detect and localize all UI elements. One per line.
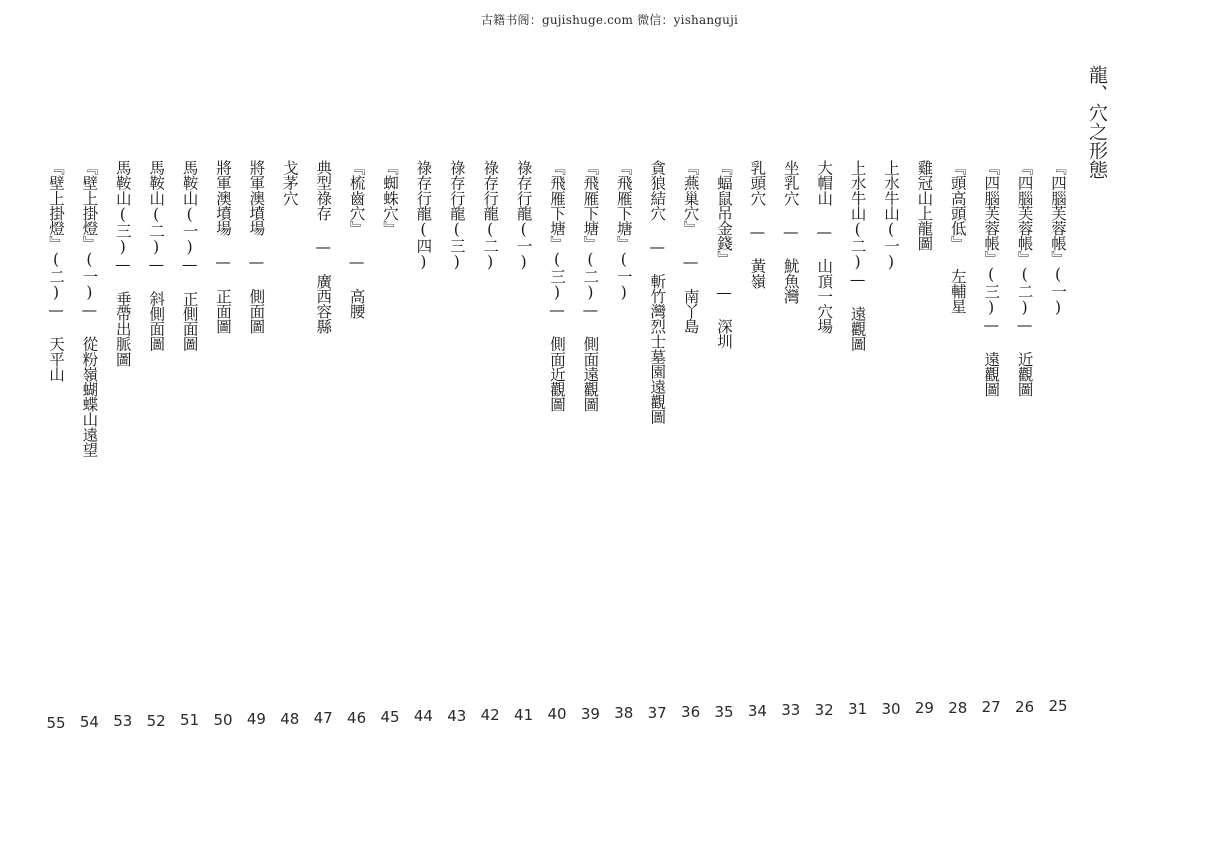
watermark-text: 古籍书阁：gujishuge.com 微信：yishanguji <box>480 13 739 27</box>
toc-entry-page-number: 38 <box>614 704 634 723</box>
toc-entry-page-number: 33 <box>781 701 801 720</box>
toc-entry-page-number: 40 <box>547 705 567 724</box>
toc-entry-title: 祿存行龍(一) <box>514 160 533 271</box>
toc-entry-title: 雞冠山上龍圖 <box>915 160 934 251</box>
toc-entry-page-number: 43 <box>447 706 467 725</box>
toc-entry-title: 『燕巢穴』 — 南丫島 <box>681 160 700 334</box>
toc-entry-page-number: 49 <box>246 710 266 729</box>
toc-entry-title: 大帽山 — 山頂一穴場 <box>815 160 834 334</box>
toc-entry-title: 乳頭穴 — 黃嶺 <box>748 160 767 289</box>
toc-entry-title: 馬鞍山(三)— 垂帶出脈圖 <box>113 160 132 367</box>
toc-entry-title: 『頭高頭低』 左輔星 <box>948 160 967 314</box>
toc-entry-title: 『飛雁下塘』(二)— 側面遠觀圖 <box>581 160 600 412</box>
toc-entry-page-number: 45 <box>380 708 400 726</box>
toc-entry-title: 祿存行龍(三) <box>447 160 466 271</box>
toc-entry-page-number: 55 <box>46 713 66 732</box>
toc-entry-page-number: 52 <box>146 711 166 730</box>
toc-entry-page-number: 39 <box>580 704 600 723</box>
toc-entry-page-number: 50 <box>213 710 233 729</box>
toc-entry-page-number: 32 <box>814 700 834 719</box>
toc-entry-page-number: 29 <box>914 699 934 718</box>
toc-entry-title: 馬鞍山(二)— 斜側面圖 <box>147 160 166 352</box>
toc-entry-title: 『四腦芙蓉帳』(一) <box>1049 160 1067 317</box>
toc-entry-page-number: 47 <box>313 709 333 728</box>
toc-entry-page-number: 25 <box>1048 697 1068 715</box>
toc-entry-page-number: 35 <box>714 702 734 721</box>
toc-entry-title: 『飛雁下塘』(一) <box>614 160 633 301</box>
toc-entry-title: 『梳齒穴』 — 高腰 <box>347 160 366 319</box>
section-title: 龍、穴之形態 <box>1086 65 1108 179</box>
toc-entry-title: 祿存行龍(四) <box>414 160 433 271</box>
toc-entry-page-number: 27 <box>981 698 1001 717</box>
toc-entry-page-number: 28 <box>948 698 968 717</box>
toc-entry-title: 『四腦芙蓉帳』(二)— 近觀圖 <box>1015 160 1034 397</box>
toc-entry-title: 『蝠鼠吊金錢』 — 深圳 <box>715 160 733 349</box>
toc-entry-title: 『壁上掛燈』(二)— 天平山 <box>47 160 65 382</box>
toc-entry-title: 祿存行龍(二) <box>481 160 500 271</box>
toc-entry-page-number: 36 <box>681 703 701 722</box>
toc-entry-title: 坐乳穴 — 魷魚灣 <box>781 160 800 304</box>
toc-entry-page-number: 34 <box>747 701 767 720</box>
toc-entry-title: 上水牛山(二)— 遠觀圖 <box>848 160 867 352</box>
toc-entry-title: 『蜘蛛穴』 <box>381 160 399 236</box>
toc-entry-page-number: 53 <box>113 712 133 731</box>
toc-entry-page-number: 37 <box>647 703 667 722</box>
toc-entry-title: 典型祿存 — 廣西容縣 <box>314 160 333 334</box>
toc-entry-title: 將軍澳墳場 — 側面圖 <box>247 160 266 334</box>
toc-entry-title: 『飛雁下塘』(三)— 側面近觀圖 <box>548 160 566 412</box>
toc-entry-title: 『四腦芙蓉帳』(三)— 遠觀圖 <box>982 160 1001 397</box>
toc-entry-title: 戈茅穴 <box>280 160 299 206</box>
toc-entry-title: 貪狼結穴 — 斬竹灣烈士墓園遠觀圖 <box>648 160 667 425</box>
toc-entry-page-number: 48 <box>280 709 300 728</box>
toc-entry-title: 將軍澳墳場 — 正面圖 <box>214 160 232 334</box>
toc-entry-title: 『壁上掛燈』(一)— 從粉嶺蝴蝶山遠望 <box>80 160 99 457</box>
toc-entry-page-number: 51 <box>180 711 200 730</box>
toc-entry-title: 馬鞍山(一)— 正側面圖 <box>180 160 199 352</box>
toc-entry-page-number: 46 <box>347 708 367 727</box>
toc-entry-page-number: 41 <box>514 705 534 724</box>
toc-entry-page-number: 31 <box>848 700 868 719</box>
toc-entry-page-number: 26 <box>1015 697 1035 716</box>
toc-entry-page-number: 44 <box>413 707 433 726</box>
toc-entry-page-number: 54 <box>79 712 99 731</box>
toc-entry-page-number: 30 <box>881 699 901 718</box>
toc-entry-title: 上水牛山(一) <box>882 160 900 271</box>
toc-entry-page-number: 42 <box>480 706 500 725</box>
